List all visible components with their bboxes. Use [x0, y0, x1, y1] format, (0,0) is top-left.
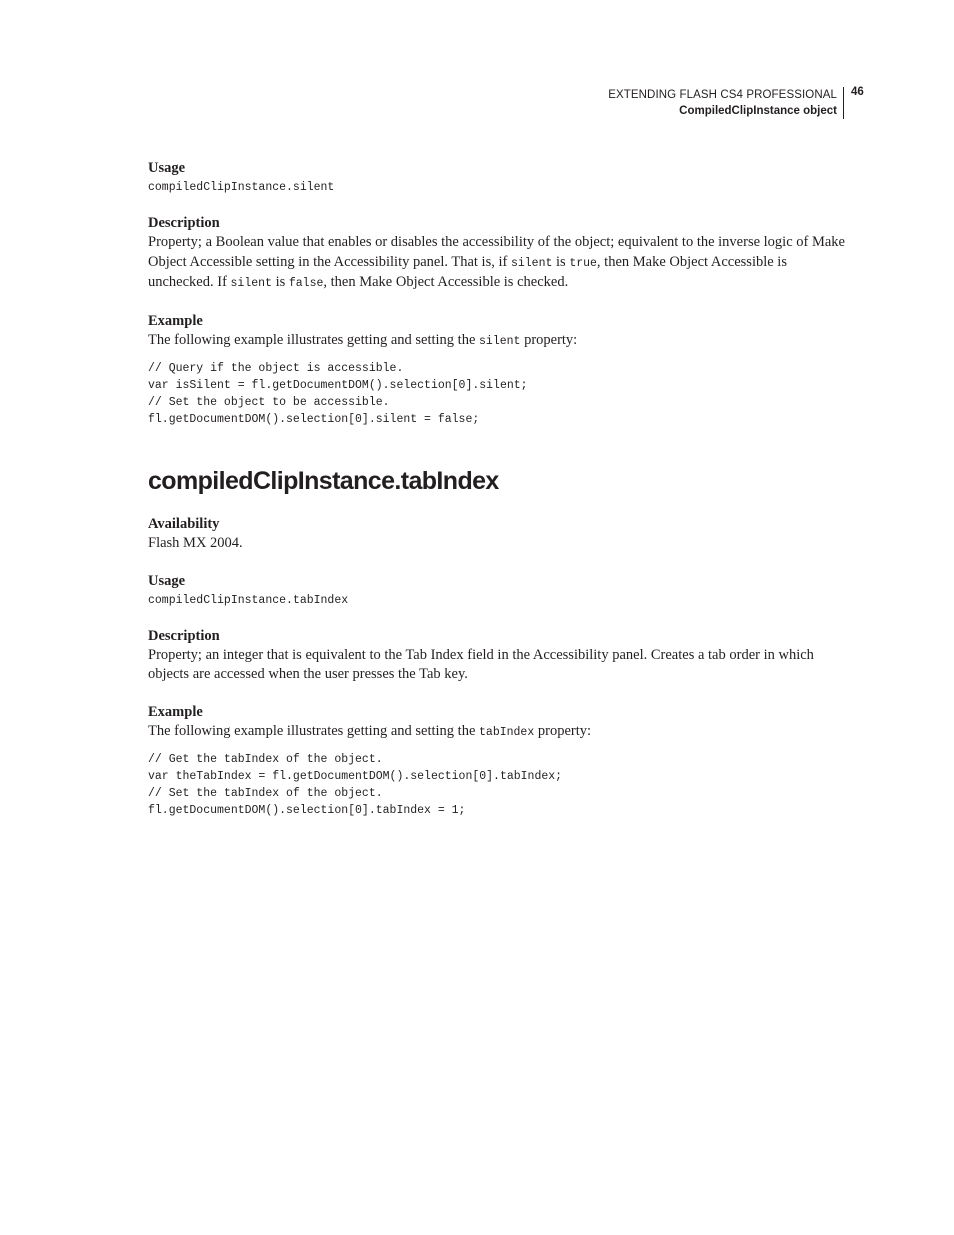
code-line: // Set the tabIndex of the object. [148, 787, 383, 800]
inline-code: silent [230, 277, 272, 290]
text-run: is [552, 253, 570, 270]
code-line: var isSilent = fl.getDocumentDOM().selection[0].silent; [148, 379, 528, 392]
silent-description-block [148, 213, 848, 294]
inline-code: true [569, 256, 597, 270]
description-text [148, 233, 848, 294]
page-number: 46 [851, 86, 864, 98]
usage-label: Usage [148, 160, 186, 176]
silent-usage-block [148, 158, 848, 196]
chapter-title: CompiledClipInstance object [679, 105, 837, 117]
example-intro [148, 331, 848, 352]
code-line: // Set the object to be accessible. [148, 396, 390, 409]
code-sample [148, 360, 848, 428]
availability-text: Flash MX 2004. [148, 535, 243, 551]
tabindex-usage-block [148, 571, 848, 609]
text-run: The following example illustrates getting and setting the [148, 722, 480, 739]
code-line: // Get the tabIndex of the object. [148, 753, 383, 766]
text-run: Property; a Boolean value that enables or disables the accessibility of the object; equivalent to the inverse logic of Make Object Accessible setting in the Accessibility panel. That is, if [148, 234, 845, 270]
inline-code: false [288, 277, 324, 290]
usage-code: compiledClipInstance.silent [148, 181, 335, 194]
text-run: property: [534, 722, 592, 739]
description-text: Property; an integer that is equivalent to the Tab Index field in the Accessibility panel. Creates a tab order in which objects are accessed when the user presses the Tab key. [148, 646, 814, 682]
silent-example-block [148, 311, 848, 429]
text-run: The following example illustrates getting and setting the [148, 331, 480, 348]
usage-code: compiledClipInstance.tabIndex [148, 593, 349, 607]
code-line: fl.getDocumentDOM().selection[0].tabIndex = 1; [148, 804, 466, 817]
example-intro [148, 722, 848, 743]
text-run: property: [520, 331, 578, 348]
text-run: is [271, 274, 289, 290]
main-content [148, 158, 848, 819]
tabindex-description-block [148, 626, 848, 685]
example-label: Example [148, 312, 203, 329]
usage-label: Usage [148, 572, 186, 589]
code-line: fl.getDocumentDOM().selection[0].silent = false; [148, 413, 480, 426]
availability-label: Availability [148, 516, 220, 532]
inline-code: silent [479, 334, 521, 348]
section-heading: compiledClipInstance.tabIndex [148, 467, 499, 495]
inline-code: tabIndex [479, 725, 535, 739]
availability-block [148, 514, 848, 554]
tabindex-example-block [148, 702, 848, 820]
running-header [608, 87, 844, 119]
code-line: // Query if the object is accessible. [148, 362, 404, 375]
code-sample [148, 751, 848, 819]
text-run: , then Make Object Accessible is unchecked. If [148, 253, 787, 290]
code-line: var theTabIndex = fl.getDocumentDOM().selection[0].tabIndex; [148, 770, 563, 783]
description-label: Description [148, 627, 220, 644]
description-label: Description [148, 215, 220, 231]
inline-code: silent [510, 256, 553, 270]
text-run: , then Make Object Accessible is checked. [323, 274, 569, 290]
example-label: Example [148, 703, 203, 720]
book-title: EXTENDING FLASH CS4 PROFESSIONAL [608, 89, 837, 101]
